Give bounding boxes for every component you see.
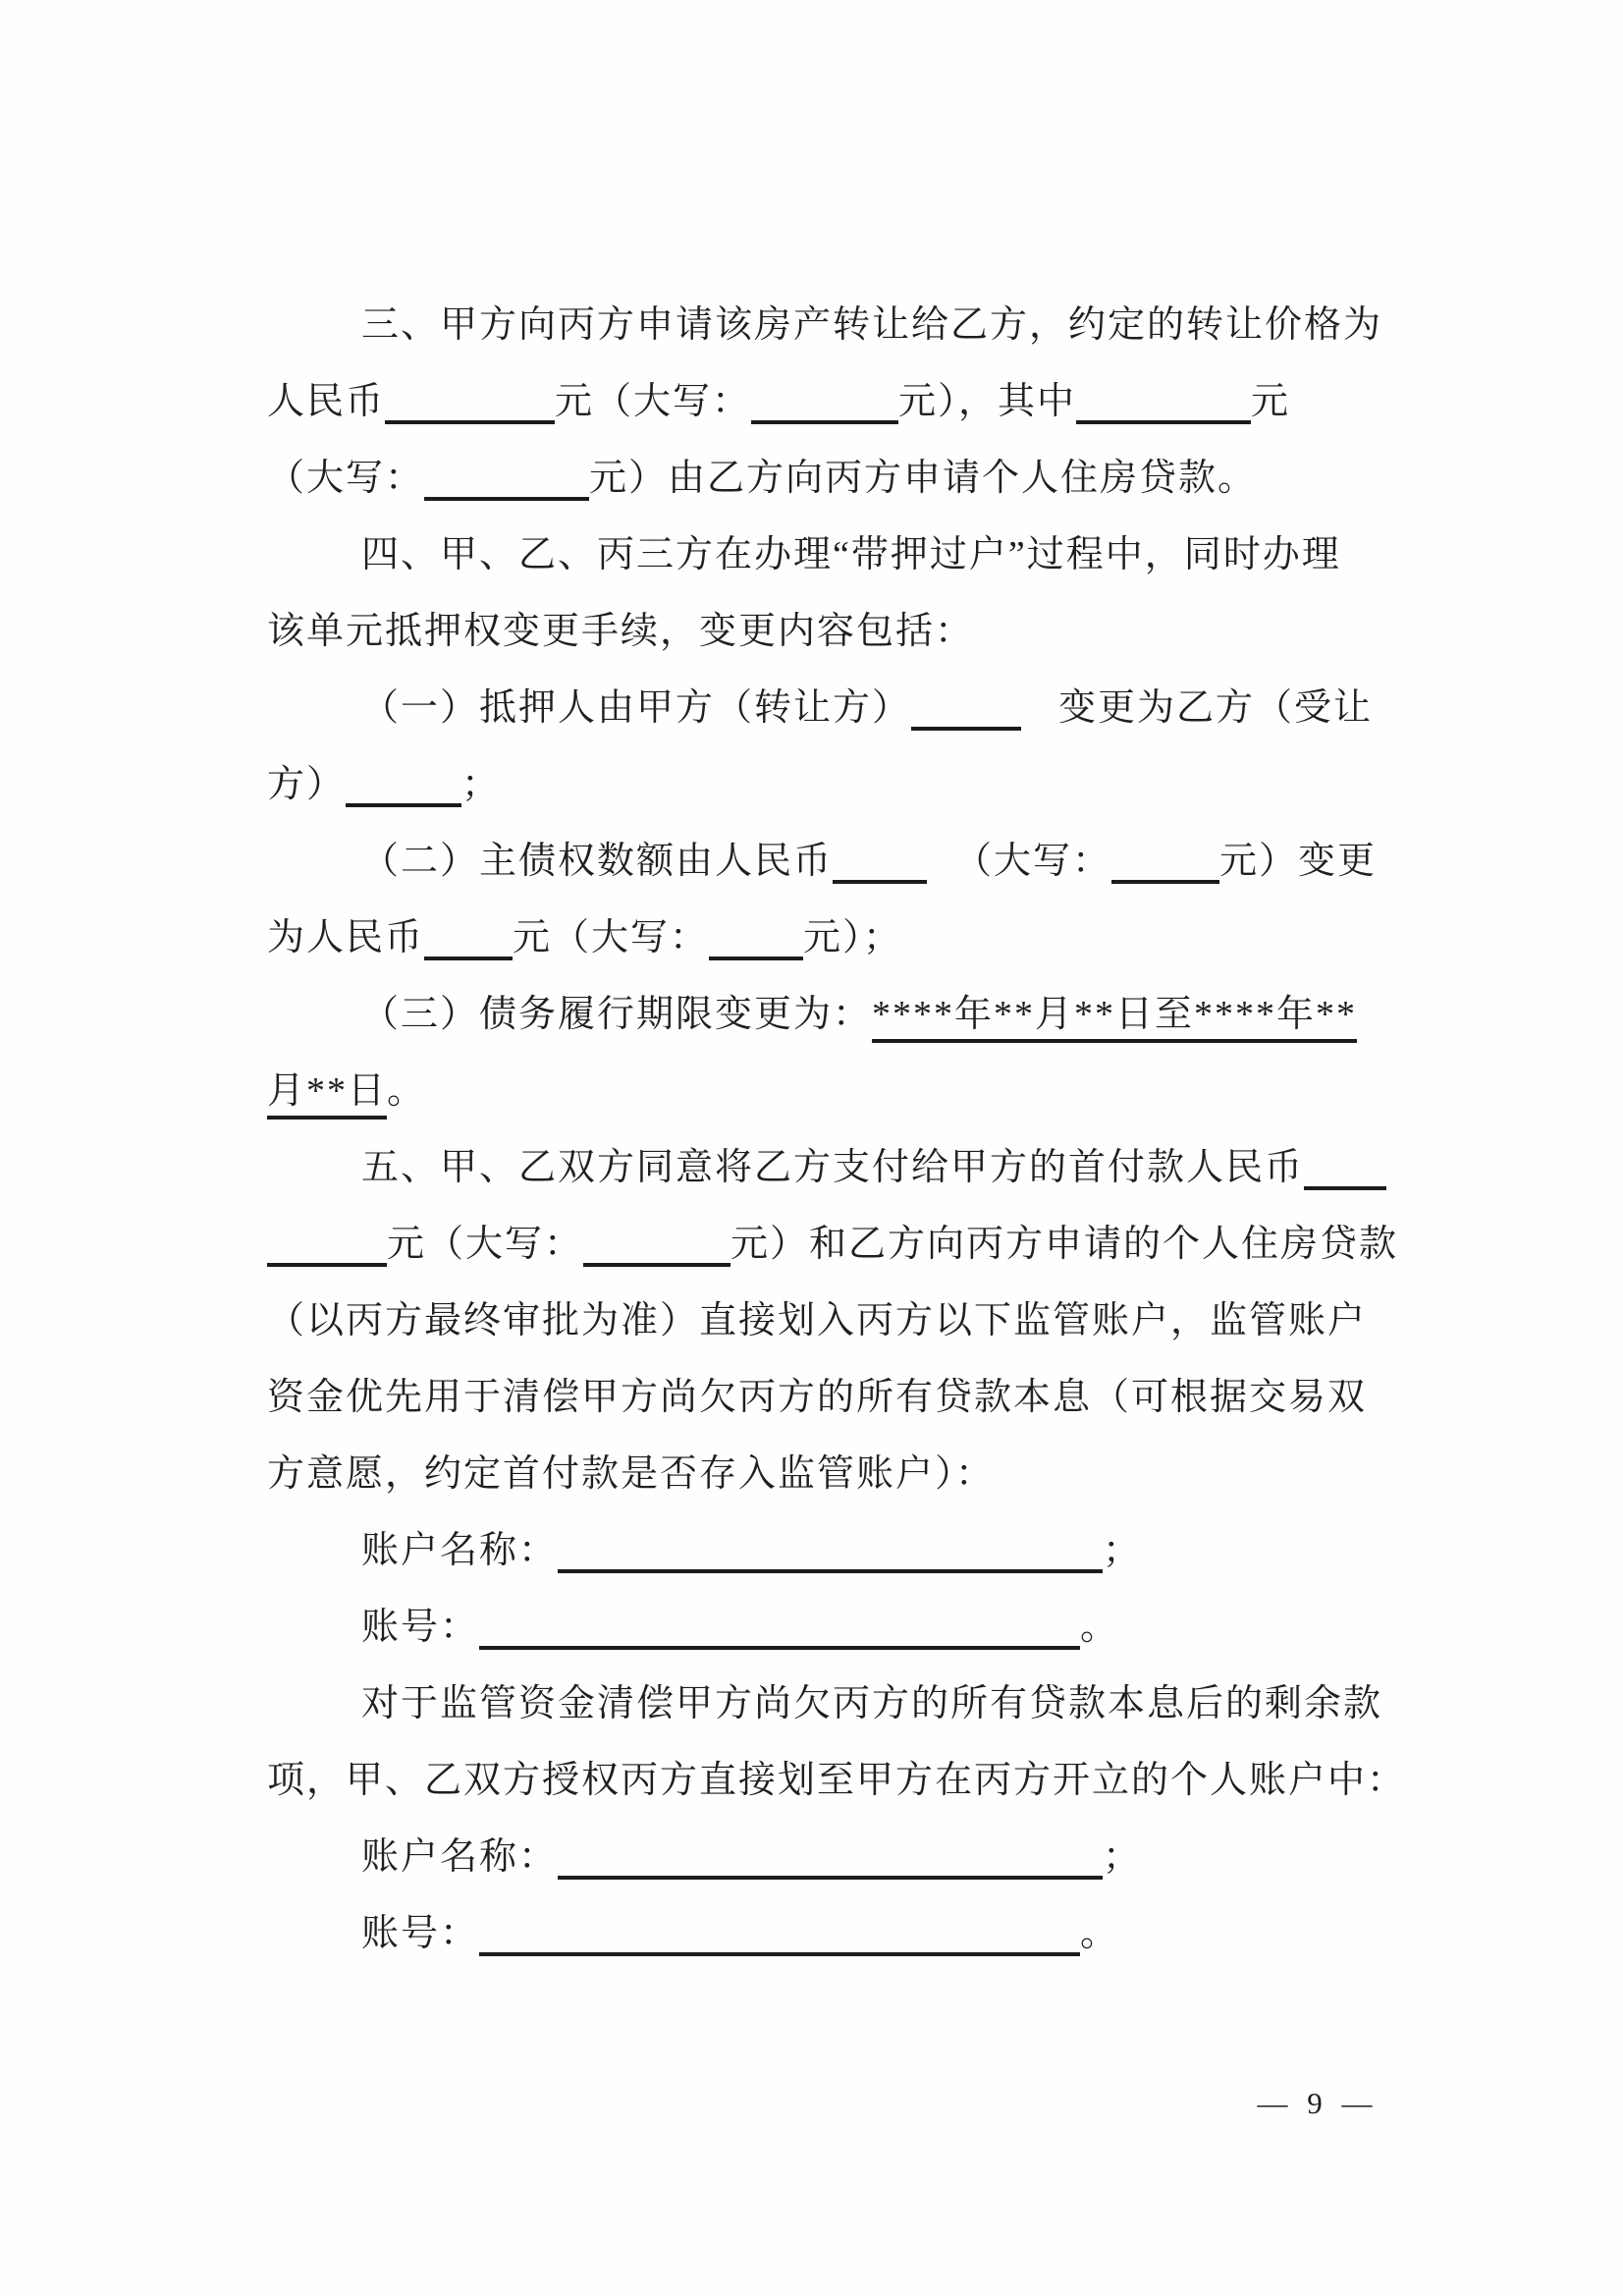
text-run: 方） [267, 764, 347, 805]
fill-in-blank [558, 1544, 1103, 1573]
text-line [267, 1206, 1399, 1283]
underlined-placeholder-text: 月**日 [267, 1070, 387, 1120]
fill-in-blank [751, 395, 898, 424]
document-lines [267, 287, 1407, 1972]
fill-in-blank [267, 1237, 387, 1267]
text-run: 五、甲、乙双方同意将乙方支付给甲方的首付款人民币 [361, 1147, 1305, 1188]
text-line [267, 746, 1377, 823]
fill-in-blank [1304, 1161, 1386, 1190]
text-run: 元）由乙方向丙方申请个人住房贷款。 [589, 458, 1258, 499]
text-line [267, 363, 1377, 440]
fill-in-blank [424, 471, 589, 501]
fill-in-blank [479, 1620, 1080, 1650]
text-run: 元（大写： [513, 917, 710, 958]
text-line [267, 1283, 1377, 1359]
text-run: ； [461, 764, 502, 805]
text-line [267, 517, 1377, 593]
page-number: — 9 — [1257, 2086, 1379, 2120]
text-run: 。 [1080, 1913, 1120, 1954]
fill-in-blank [424, 931, 513, 960]
fill-in-blank [1111, 854, 1219, 884]
text-run: 元），其中 [898, 381, 1077, 422]
text-run: ； [1103, 1836, 1143, 1878]
text-run: 元 [1251, 381, 1291, 422]
text-run: 账户名称： [361, 1836, 559, 1878]
fill-in-blank [479, 1927, 1080, 1956]
text-line [267, 1666, 1383, 1742]
text-line [267, 1436, 1377, 1512]
text-run: ； [1103, 1530, 1143, 1571]
text-run: 方意愿，约定首付款是否存入监管账户）： [267, 1453, 996, 1495]
text-run: 。 [1080, 1607, 1120, 1648]
fill-in-blank [385, 395, 555, 424]
text-run: 该单元抵押权变更手续，变更内容包括： [267, 611, 975, 652]
underlined-placeholder-text: ****年**月**日至****年** [872, 994, 1357, 1043]
text-run: 元（大写： [387, 1224, 584, 1265]
text-line [267, 1512, 1377, 1589]
spacer [927, 863, 954, 873]
text-line [267, 1819, 1377, 1895]
fill-in-blank [709, 931, 803, 960]
text-run: 元（大写： [555, 381, 752, 422]
text-run: 四、甲、乙、丙三方在办理“带押过户”过程中，同时办理 [361, 534, 1341, 575]
text-line [267, 1129, 1377, 1206]
text-run: 账号： [361, 1607, 480, 1648]
text-line [267, 440, 1377, 517]
text-line [267, 1359, 1377, 1436]
text-run: 元）和乙方向丙方申请的个人住房贷款 [730, 1224, 1399, 1265]
text-run: 。 [387, 1070, 427, 1112]
text-run: （三）债务履行期限变更为： [361, 994, 873, 1035]
text-run: 资金优先用于清偿甲方尚欠丙方的所有贷款本息（可根据交易双 [267, 1377, 1368, 1418]
text-line [267, 287, 1383, 363]
fill-in-blank [911, 701, 1021, 731]
text-run: 元）变更 [1219, 841, 1378, 882]
fill-in-blank [346, 778, 461, 807]
text-line [267, 1895, 1377, 1972]
text-run: 对于监管资金清偿甲方尚欠丙方的所有贷款本息后的剩余款 [361, 1683, 1383, 1724]
text-run: （二）主债权数额由人民币 [361, 841, 834, 882]
text-line [267, 1053, 1377, 1129]
text-run: （大写： [954, 841, 1112, 882]
text-line [267, 976, 1377, 1053]
text-run: 为人民币 [267, 917, 425, 958]
text-run: 元）； [803, 917, 903, 958]
text-run: 三、甲方向丙方申请该房产转让给乙方，约定的转让价格为 [361, 304, 1383, 346]
spacer [1021, 710, 1058, 720]
text-run: 变更为乙方（受让 [1058, 687, 1374, 729]
text-line [267, 1589, 1377, 1666]
text-run: 账号： [361, 1913, 480, 1954]
text-line [267, 593, 1377, 670]
fill-in-blank [558, 1850, 1103, 1880]
text-line [267, 670, 1377, 746]
text-run: （以丙方最终审批为准）直接划入丙方以下监管账户，监管账户 [267, 1300, 1368, 1341]
fill-in-blank [833, 854, 927, 884]
text-line [267, 823, 1377, 900]
text-run: （一）抵押人由甲方（转让方） [361, 687, 912, 729]
fill-in-blank [1076, 395, 1251, 424]
text-run: 项，甲、乙双方授权丙方直接划至甲方在丙方开立的个人账户中： [267, 1760, 1407, 1801]
text-run: （大写： [267, 458, 425, 499]
text-line [267, 900, 1377, 976]
fill-in-blank [583, 1237, 730, 1267]
text-line [267, 1742, 1407, 1819]
text-run: 账户名称： [361, 1530, 559, 1571]
text-run: 人民币 [267, 381, 386, 422]
